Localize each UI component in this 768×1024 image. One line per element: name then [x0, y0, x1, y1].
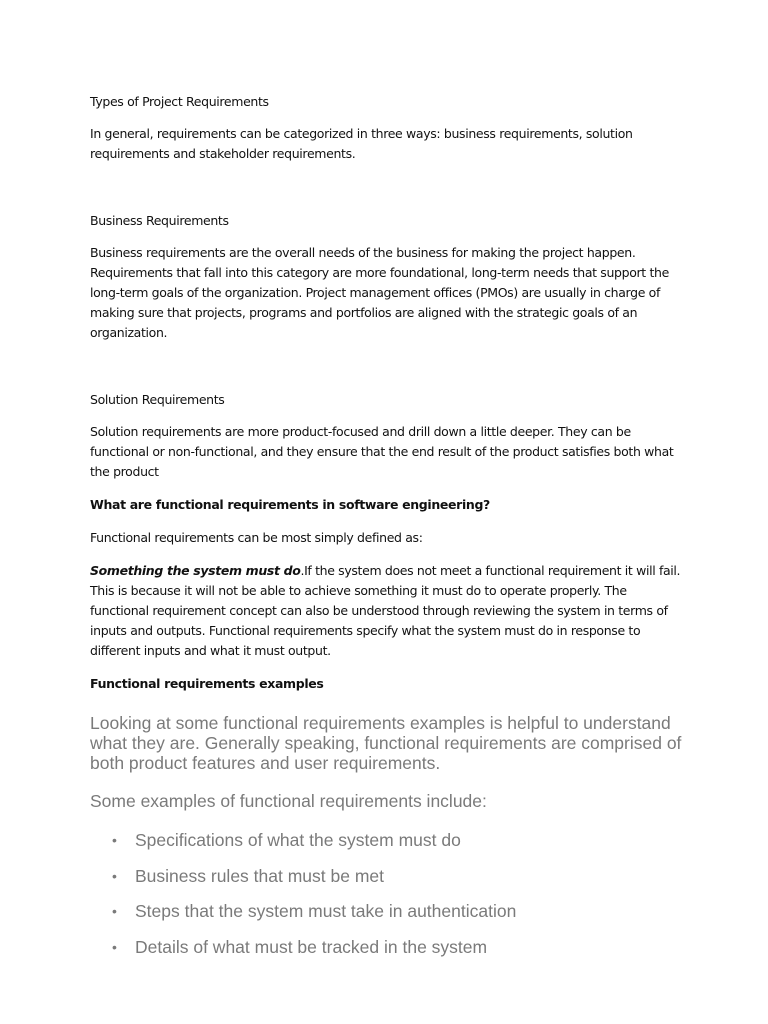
spacer [90, 356, 682, 390]
definition-lead: Something the system must do [90, 563, 301, 578]
list-item-text: Business rules that must be met [135, 865, 384, 886]
solution-heading: Solution Requirements [90, 392, 225, 407]
examples-lead: Some examples of functional requirements include: [90, 791, 487, 811]
bullet-icon: • [112, 867, 117, 884]
definition-body: .If the system does not meet a functional requirement it will fail. This is because it will not be able to achieve something it must do to operate properly. The functional requirement concept can also be understood through reviewing the system in terms of inputs and outputs. Functional requirements specify what the system must do in response to different inputs and what it must output. [90, 563, 681, 658]
functional-question-heading: What are functional requirements in software engineering? [90, 497, 490, 512]
list-item [90, 866, 682, 902]
list-item [90, 830, 682, 866]
document-body [90, 92, 682, 972]
bullet-icon: • [112, 832, 117, 848]
list-item [90, 901, 682, 937]
examples-list [90, 830, 682, 972]
examples-heading: Functional requirements examples [90, 676, 324, 691]
business-heading: Business Requirements [90, 213, 229, 228]
list-item-text: Steps that the system must take in authentication [135, 901, 517, 921]
functional-definition-paragraph [90, 561, 682, 661]
bullet-icon: • [112, 938, 117, 955]
document-title: Types of Project Requirements [90, 94, 269, 109]
solution-paragraph: Solution requirements are more product-focused and drill down a little deeper. They can be functional or non-functional, and they ensure that the end result of the product satisfies both what the product [90, 424, 674, 479]
list-item-text: Specifications of what the system must do [135, 830, 461, 850]
functional-definition-intro: Functional requirements can be most simply defined as: [90, 530, 423, 545]
bullet-icon: • [112, 903, 117, 919]
business-paragraph: Business requirements are the overall needs of the business for making the project happen. Requirements that fall into this category are more foundational, long-term needs that support the long-term goals of the organization. Project management offices (PMOs) are usually in charge of making sure that projects, programs and portfolios are aligned with the strategic goals of an organization. [90, 245, 669, 340]
list-item-text: Details of what must be tracked in the system [135, 936, 488, 957]
intro-paragraph: In general, requirements can be categorized in three ways: business requirements, solution requirements and stakeholder requirements. [90, 126, 633, 161]
spacer [90, 177, 682, 211]
examples-intro-paragraph: Looking at some functional requirements examples is helpful to understand what they are. Generally speaking, functional requirements are comprised of both product features and user requirements. [90, 713, 682, 773]
list-item [90, 937, 682, 973]
